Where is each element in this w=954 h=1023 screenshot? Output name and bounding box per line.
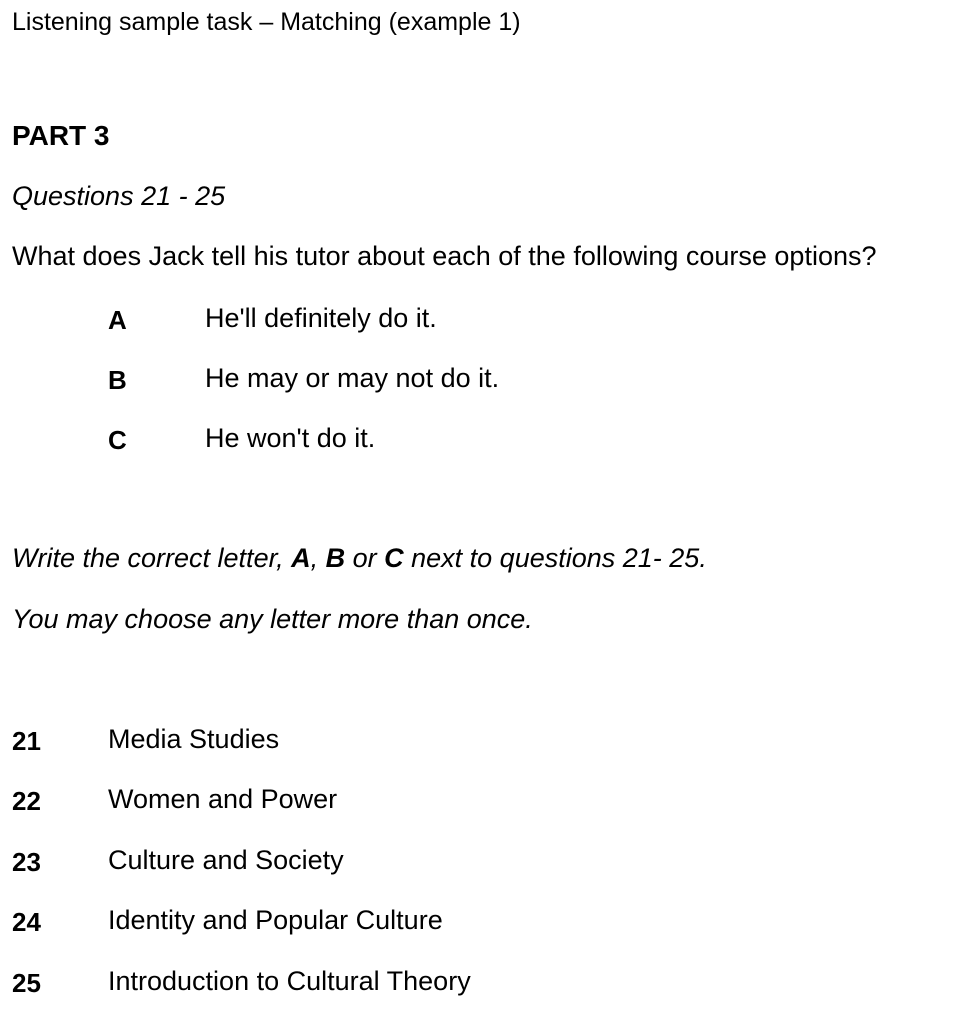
option-letter-a: A (108, 305, 127, 335)
instruction-letter-c: C (384, 543, 404, 573)
instruction-letter-b: B (325, 543, 346, 573)
instruction-prefix: Write the correct letter, (12, 543, 292, 573)
item-text-21: Media Studies (108, 724, 280, 754)
option-letter-b: B (108, 365, 127, 395)
item-text-25: Introduction to Cultural Theory (108, 966, 471, 996)
option-text-c: He won't do it. (205, 423, 376, 453)
instruction-sep-2: or (345, 543, 385, 573)
item-text-24: Identity and Popular Culture (108, 905, 443, 935)
item-number-22: 22 (12, 786, 41, 816)
option-text-a: He'll definitely do it. (205, 303, 437, 333)
option-letter-c: C (108, 425, 127, 455)
question-prompt: What does Jack tell his tutor about each of the following course options? (12, 241, 877, 271)
item-number-23: 23 (12, 847, 41, 877)
item-number-25: 25 (12, 968, 41, 998)
page-header: Listening sample task – Matching (example 1) (12, 8, 521, 36)
instruction-letter-a: A (291, 543, 311, 573)
item-number-24: 24 (12, 907, 41, 937)
instruction-sep-1: , (310, 543, 326, 573)
instruction-choose-any: You may choose any letter more than once. (12, 604, 533, 634)
part-title: PART 3 (12, 120, 110, 151)
item-text-22: Women and Power (108, 784, 338, 814)
item-text-23: Culture and Society (108, 845, 344, 875)
instruction-suffix: next to questions 21- 25. (403, 543, 707, 573)
item-number-21: 21 (12, 726, 41, 756)
questions-range: Questions 21 - 25 (12, 181, 226, 211)
instruction-write-letter (12, 543, 707, 574)
option-text-b: He may or may not do it. (205, 363, 500, 393)
